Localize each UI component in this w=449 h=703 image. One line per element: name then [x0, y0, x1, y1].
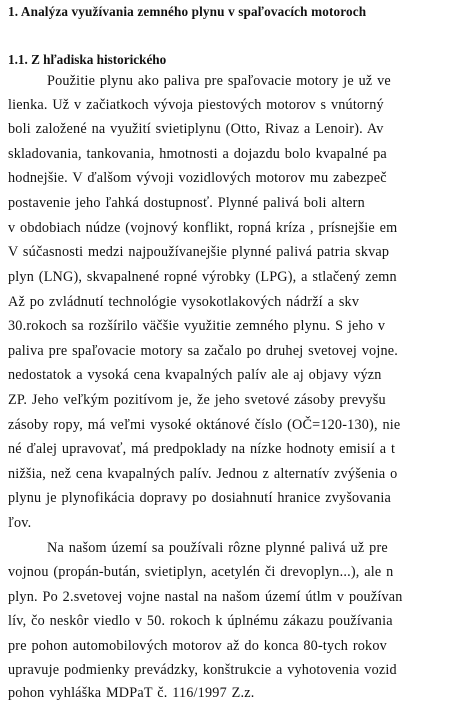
paragraph-line: plyn (LNG), skvapalnené ropné výrobky (LPG), a stlačený zemn — [8, 269, 397, 285]
paragraph-line: lienka. Už v začiatkoch vývoja piestových motorov s vnútorný — [8, 97, 384, 113]
paragraph-line: pre pohon automobilových motorov až do konca 80-tych rokov — [8, 638, 387, 654]
paragraph-line: paliva pre spaľovacie motory sa začalo po druhej svetovej vojne. — [8, 343, 399, 359]
paragraph-line: nižšia, než cena kvapalných palív. Jednou z alternatív zvýšenia o — [8, 466, 398, 482]
paragraph-line: hodnejšie. V ďalšom vývoji vozidlových motorov mu zabezpeč — [8, 170, 387, 186]
paragraph-line: lív, čo neskôr viedlo v 50. rokoch k úplnému zákazu používania — [8, 613, 393, 629]
paragraph-line: skladovania, tankovania, hmotnosti a dojazdu bolo kvapalné pa — [8, 146, 387, 162]
paragraph-line: ľov. — [8, 515, 32, 531]
paragraph-line: né ďalej upravovať, má predpoklady na nízke hodnoty emisií a t — [8, 441, 396, 457]
paragraph-line: 30.rokoch sa rozšírilo väčšie využitie zemného plynu. S jeho v — [8, 318, 386, 334]
paragraph-line: Až po zvládnutí technológie vysokotlakových nádrží a skv — [8, 294, 360, 310]
paragraph-line: v obdobiach núdze (vojnový konflikt, ropná kríza , prísnejšie em — [8, 220, 398, 236]
paragraph-line: vojnou (propán-bután, svietiplyn, acetylén či drevoplyn...), ale n — [8, 564, 394, 580]
section-heading: 1.1. Z hľadiska historického — [8, 52, 167, 67]
paragraph-line: ZP. Jeho veľkým pozitívom je, že jeho svetové zásoby prevyšu — [8, 392, 386, 408]
paragraph-line: upravuje podmienky prevádzky, konštrukcie a vyhotovenia vozid — [8, 662, 397, 678]
paragraph-line: boli založené na využití svietiplynu (Otto, Rivaz a Lenoir). Av — [8, 121, 384, 137]
paragraph-line: plynu je plynofikácia dopravy po dosiahnutí hranice zvyšovania — [8, 490, 392, 506]
paragraph-line: Použitie plynu ako paliva pre spaľovacie motory je už ve — [47, 73, 391, 89]
paragraph-line: nedostatok a vysoká cena kvapalných palív ale aj objavy význ — [8, 367, 382, 383]
paragraph-line: zásoby ropy, má veľmi vysoké oktánové číslo (OČ=120-130), nie — [8, 417, 401, 433]
paragraph-line: V súčasnosti medzi najpoužívanejšie plynné palivá patria skvap — [8, 244, 390, 260]
paragraph-line: plyn. Po 2.svetovej vojne nastal na našom území útlm v používan — [8, 589, 403, 605]
chapter-heading: 1. Analýza využívania zemného plynu v spaľovacích motoroch — [8, 4, 367, 19]
paragraph-line: pohon vyhláška MDPaT č. 116/1997 Z.z. — [8, 685, 255, 701]
paragraph-line: postavenie jeho ľahká dostupnosť. Plynné palivá boli altern — [8, 195, 365, 211]
paragraph-line: Na našom území sa používali rôzne plynné palivá už pre — [47, 540, 388, 556]
